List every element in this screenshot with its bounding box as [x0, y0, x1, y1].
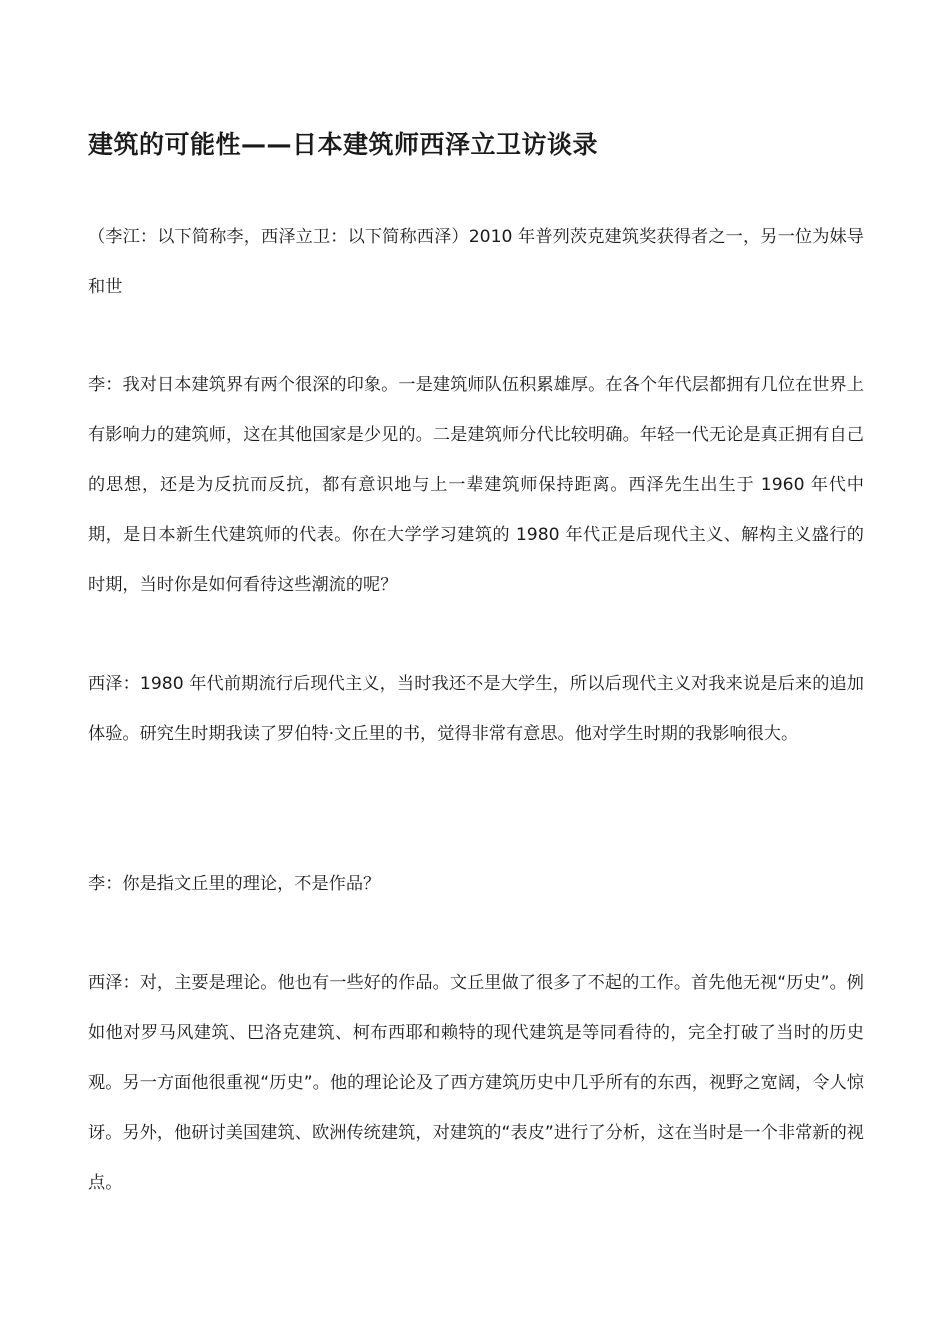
interview-paragraph: 西泽：对，主要是理论。他也有一些好的作品。文丘里做了很多了不起的工作。首先他无视“历史”。例如他对罗马风建筑、巴洛克建筑、柯布西耶和赖特的现代建筑是等同看待的，完全打破了当时的历史观。另一方面他很重视“历史”。他的理论论及了西方建筑历史中几乎所有的东西，视野之宽阔，令人惊讶。另外，他研讨美国建筑、欧洲传统建筑，对建筑的“表皮”进行了分析，这在当时是一个非常新的视点。 [88, 973, 864, 1193]
interview-paragraph: 李：我对日本建筑界有两个很深的印象。一是建筑师队伍积累雄厚。在各个年代层都拥有几位在世界上有影响力的建筑师，这在其他国家是少见的。二是建筑师分代比较明确。年轻一代无论是真正拥有自己的思想，还是为反抗而反抗，都有意识地与上一辈建筑师保持距离。西泽先生出生于 1960 年代中期，是日本新生代建筑师的代表。你在大学学习建筑的 1980 年代正是后现代主义、解构主义盛行的时期，当时你是如何看待这些潮流的呢？ [88, 375, 864, 595]
document-title: 建筑的可能性——日本建筑师西泽立卫访谈录 [88, 129, 599, 159]
interview-paragraph: 李：你是指文丘里的理论，不是作品？ [88, 874, 381, 894]
interview-paragraph: 西泽：1980 年代前期流行后现代主义，当时我还不是大学生，所以后现代主义对我来说是后来的追加体验。研究生时期我读了罗伯特·文丘里的书，觉得非常有意思。他对学生时期的我影响很大。 [88, 674, 864, 744]
intro-paragraph: （李江：以下简称李，西泽立卫：以下简称西泽）2010 年普列茨克建筑奖获得者之一，另一位为妹导和世 [88, 227, 864, 297]
